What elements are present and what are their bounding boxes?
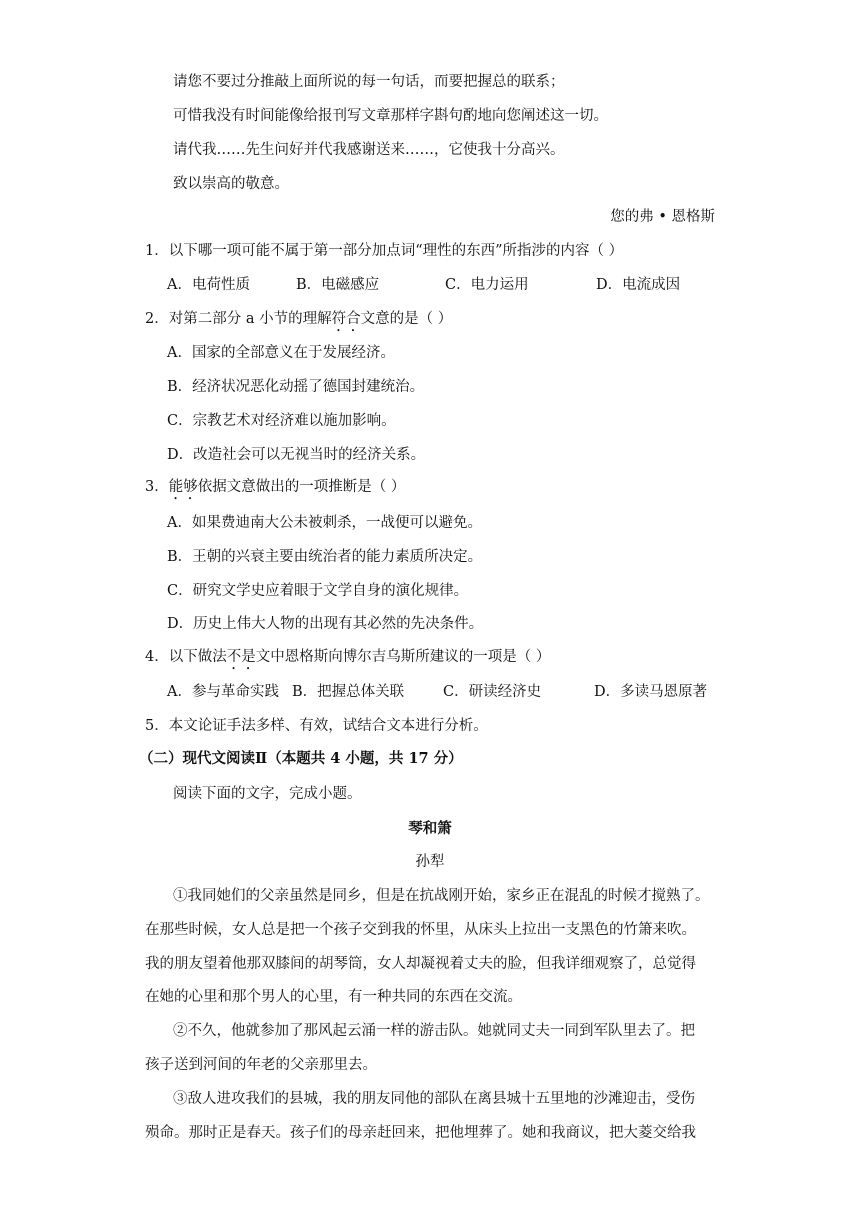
question-3-stem-emphasis: 能够 (168, 479, 198, 495)
question-4-option-b: B．把握总体关联 (292, 684, 405, 700)
letter-line: 可惜我没有时间能像给报刊写文章那样字斟句酌地向您阐述这一切。 (173, 108, 608, 124)
question-1-option-c: C．电力运用 (445, 277, 529, 293)
letter-line: 请您不要过分推敲上面所说的每一句话，而要把握总的联系； (173, 74, 565, 90)
question-1-option-d: D．电流成因 (596, 277, 681, 293)
story-line: ①我同她们的父亲虽然是同乡，但是在抗战刚开始，家乡正在混乱的时候才搅熟了。 (173, 888, 710, 904)
question-3-option-c: C．研究文学史应着眼于文学自身的演化规律。 (167, 583, 469, 599)
question-3-option-b: B．王朝的兴衰主要由统治者的能力素质所决定。 (167, 549, 483, 565)
question-1-stem: 1．以下哪一项可能不属于第一部分加点词“理性的东西”所指涉的内容（ ） (145, 243, 624, 259)
letter-line: 请代我……先生问好并代我感谢送来……，它使我十分高兴。 (173, 142, 565, 158)
section-heading: （二）现代文阅读Ⅱ（本题共 4 小题，共 17 分） (139, 750, 463, 767)
story-title: 琴和箫 (408, 820, 452, 837)
question-2-stem-emphasis: 符合 (331, 311, 361, 327)
story-line: ②不久，他就参加了那风起云涌一样的游击队。她就同丈夫一同到军队里去了。把 (173, 1023, 695, 1039)
question-3-stem-prefix: 3． (145, 479, 169, 495)
question-4-stem-prefix: 4．以下做法 (145, 649, 227, 665)
question-4-stem (145, 647, 550, 673)
question-2-option-a: A．国家的全部意义在于发展经济。 (167, 345, 395, 361)
question-3-option-a: A．如果费迪南大公未被刺杀，一战便可以避免。 (167, 515, 482, 531)
question-5-stem: 5．本文论证手法多样、有效，试结合文本进行分析。 (145, 718, 488, 734)
question-3-stem (145, 477, 405, 503)
question-4-stem-emphasis: 不是 (226, 649, 256, 665)
question-2-option-b: B．经济状况恶化动摇了德国封建统治。 (167, 379, 425, 395)
story-line: 殒命。那时正是春天。孩子们的母亲赶回来，把他埋葬了。她和我商议，把大菱交给我 (145, 1125, 696, 1141)
question-4-option-c: C．研读经济史 (443, 684, 542, 700)
question-2-stem (145, 309, 452, 335)
question-2-stem-prefix: 2．对第二部分 a 小节的理解 (145, 311, 332, 327)
story-line: 在她的心里和那个男人的心里，有一种共同的东西在交流。 (145, 989, 522, 1005)
question-3-option-d: D．历史上伟大人物的出现有其必然的先决条件。 (167, 616, 484, 632)
question-4-option-d: D．多读马恩原著 (594, 684, 708, 700)
question-1-option-b: B．电磁感应 (296, 277, 380, 293)
question-2-option-d: D．改造社会可以无视当时的经济关系。 (167, 447, 426, 463)
letter-line: 致以崇高的敬意。 (173, 176, 289, 192)
question-4-option-a: A．参与革命实践 (167, 684, 279, 700)
signature: 您的弗 • 恩格斯 (610, 209, 715, 225)
story-line: 我的朋友望着他那双膝间的胡琴筒，女人却凝视着丈夫的脸，但我详细观察了，总觉得 (145, 956, 696, 972)
story-line: ③敌人进攻我们的县城，我的朋友同他的部队在离县城十五里地的沙滩迎击，受伤 (173, 1091, 695, 1107)
question-1-option-a: A．电荷性质 (167, 277, 250, 293)
story-line: 孩子送到河间的年老的父亲那里去。 (145, 1057, 377, 1073)
question-3-stem-suffix: 依据文意做出的一项推断是（ ） (197, 479, 406, 495)
story-line: 在那些时候，女人总是把一个孩子交到我的怀里，从床头上拉出一支黑色的竹箫来吹。 (145, 922, 696, 938)
question-4-stem-suffix: 文中恩格斯向博尔吉乌斯所建议的一项是（ ） (255, 649, 551, 665)
story-author: 孙犁 (415, 854, 445, 870)
question-2-option-c: C．宗教艺术对经济难以施加影响。 (167, 413, 396, 429)
question-2-stem-suffix: 文意的是（ ） (360, 311, 453, 327)
instruction-text: 阅读下面的文字，完成小题。 (173, 786, 362, 802)
